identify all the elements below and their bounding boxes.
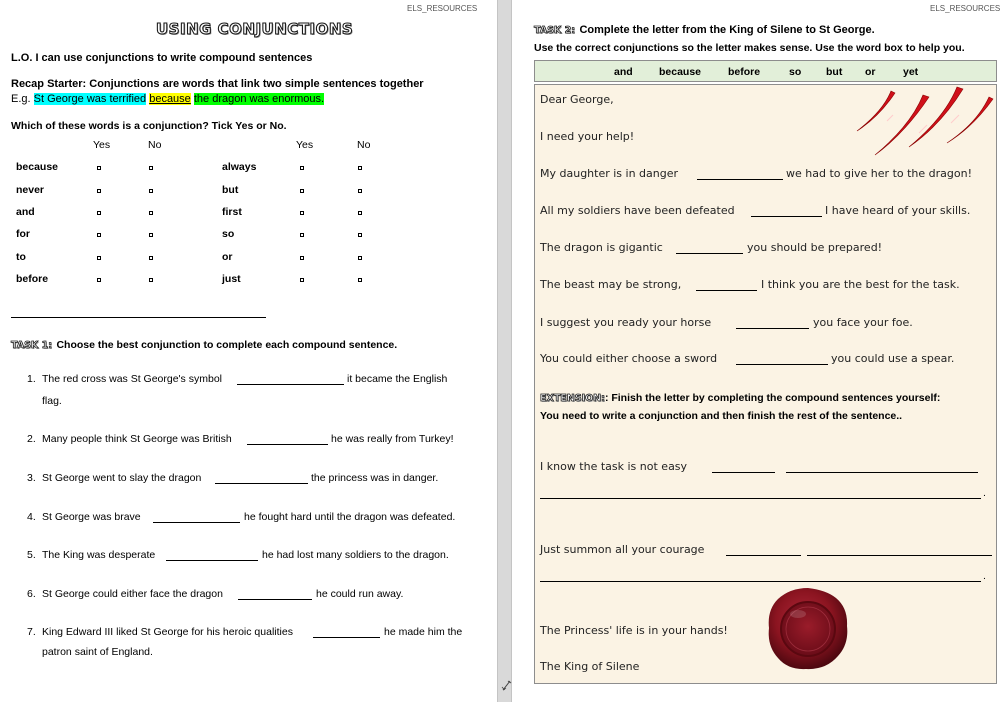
- sentence-number: 1.: [27, 373, 36, 385]
- sentence-end: he could run away.: [316, 588, 404, 600]
- task1-instruction: Choose the best conjunction to complete each compound sentence.: [56, 339, 398, 351]
- task2-instruction: Complete the letter from the King of Silene to St George.: [579, 24, 875, 36]
- yes-header-2: Yes: [296, 139, 314, 151]
- answer-blank[interactable]: [215, 483, 308, 484]
- word-box: [534, 60, 997, 82]
- checkbox-yes[interactable]: [97, 278, 101, 282]
- letter-greeting: Dear George,: [540, 93, 614, 106]
- extension-heading: [540, 388, 940, 406]
- sentence-start: King Edward III liked St George for his heroic qualities: [42, 626, 293, 638]
- sentence-number: 3.: [27, 472, 36, 484]
- letter-signature: The King of Silene: [540, 660, 640, 673]
- letter-line-end: you should be prepared!: [747, 241, 883, 254]
- answer-blank[interactable]: [751, 216, 822, 217]
- letter-line-end: we had to give her to the dragon!: [786, 167, 972, 180]
- no-header-2: No: [357, 139, 371, 151]
- example-prefix: E.g.: [11, 93, 31, 105]
- learning-objective: L.O. I can use conjunctions to write compound sentences: [11, 52, 313, 64]
- checkbox-yes[interactable]: [97, 189, 101, 193]
- checkbox-no[interactable]: [149, 211, 153, 215]
- answer-blank[interactable]: [676, 253, 743, 254]
- page-gutter: [497, 0, 512, 702]
- answer-blank[interactable]: [697, 179, 783, 180]
- word-box-item: because: [659, 66, 702, 78]
- answer-blank[interactable]: [238, 599, 312, 600]
- checkbox-no[interactable]: [149, 166, 153, 170]
- checkbox-yes[interactable]: [300, 256, 304, 260]
- checkbox-yes[interactable]: [97, 233, 101, 237]
- sentence-end: he made him the: [384, 626, 463, 638]
- full-stop: .: [983, 487, 986, 499]
- answer-blank[interactable]: [313, 637, 380, 638]
- word-box-item: and: [614, 66, 633, 78]
- task2-subinstruction: Use the correct conjunctions so the letter makes sense. Use the word box to help you.: [534, 42, 965, 54]
- letter-line-end: I think you are the best for the task.: [761, 278, 960, 291]
- no-header-1: No: [148, 139, 162, 151]
- word-before: before: [16, 273, 49, 285]
- word-box-item: so: [789, 66, 802, 78]
- answer-blank[interactable]: [807, 555, 992, 556]
- checkbox-yes[interactable]: [97, 211, 101, 215]
- sentence-end: the princess was in danger.: [311, 472, 439, 484]
- letter-line-start: I suggest you ready your horse: [540, 316, 712, 329]
- word-just: just: [222, 273, 241, 285]
- example-sentence: [11, 93, 324, 105]
- sentence-start: Many people think St George was British: [42, 433, 232, 445]
- letter-line-end: you face your foe.: [813, 316, 913, 329]
- sentence-number: 6.: [27, 588, 36, 600]
- letter-line-start: My daughter is in danger: [540, 167, 679, 180]
- checkbox-no[interactable]: [358, 278, 362, 282]
- task1-heading: [11, 335, 397, 353]
- sentence-number: 5.: [27, 549, 36, 561]
- word-box-item: yet: [903, 66, 919, 78]
- checkbox-no[interactable]: [149, 278, 153, 282]
- checkbox-yes[interactable]: [300, 189, 304, 193]
- checkbox-no[interactable]: [358, 189, 362, 193]
- extension-sentence-1: I know the task is not easy: [540, 460, 688, 473]
- answer-blank[interactable]: [726, 555, 801, 556]
- word-so: so: [222, 228, 235, 240]
- checkbox-yes[interactable]: [300, 278, 304, 282]
- checkbox-yes[interactable]: [300, 166, 304, 170]
- sentence-number: 2.: [27, 433, 36, 445]
- recap-starter: Recap Starter: Conjunctions are words that link two simple sentences together: [11, 78, 424, 90]
- answer-line[interactable]: [540, 498, 981, 499]
- task2-heading: [534, 20, 875, 38]
- answer-blank[interactable]: [696, 290, 757, 291]
- sentence-start: St George went to slay the dragon: [42, 472, 202, 484]
- extension-label: EXTENSION:: [540, 393, 605, 404]
- answer-blank[interactable]: [712, 472, 775, 473]
- divider-line: [11, 317, 266, 318]
- tick-question: Which of these words is a conjunction? Tick Yes or No.: [11, 120, 287, 132]
- checkbox-no[interactable]: [149, 256, 153, 260]
- checkbox-yes[interactable]: [300, 211, 304, 215]
- word-always: always: [222, 161, 257, 173]
- word-box-item: but: [826, 66, 843, 78]
- checkbox-no[interactable]: [358, 211, 362, 215]
- checkbox-yes[interactable]: [97, 166, 101, 170]
- letter-line-end: I have heard of your skills.: [825, 204, 971, 217]
- word-but: but: [222, 184, 239, 196]
- word-box-item: or: [865, 66, 876, 78]
- answer-blank[interactable]: [247, 444, 328, 445]
- sentence-end: he had lost many soldiers to the dragon.: [262, 549, 449, 561]
- word-to: to: [16, 251, 26, 263]
- checkbox-yes[interactable]: [300, 233, 304, 237]
- word-never: never: [16, 184, 45, 196]
- letter-line-end: you could use a spear.: [831, 352, 955, 365]
- sentence-continuation: patron saint of England.: [42, 646, 153, 658]
- checkbox-no[interactable]: [149, 233, 153, 237]
- letter-line-start: The dragon is gigantic: [540, 241, 663, 254]
- sentence-start: The King was desperate: [42, 549, 156, 561]
- checkbox-yes[interactable]: [97, 256, 101, 260]
- sentence-end: he was really from Turkey!: [331, 433, 454, 445]
- word-and: and: [16, 206, 35, 218]
- answer-blank[interactable]: [786, 472, 978, 473]
- example-clause-2: the dragon was enormous.: [193, 93, 325, 105]
- sentence-number: 7.: [27, 626, 36, 638]
- source-label: ELS_RESOURCES: [930, 4, 1001, 13]
- answer-blank[interactable]: [736, 328, 809, 329]
- answer-blank[interactable]: [166, 560, 258, 561]
- left-worksheet-page: [0, 0, 497, 702]
- extension-sentence-2: Just summon all your courage: [540, 543, 705, 556]
- letter-line-start: All my soldiers have been defeated: [540, 204, 735, 217]
- task2-label: TASK 2:: [534, 25, 576, 36]
- page-title: USING CONJUNCTIONS: [156, 20, 354, 38]
- claw-marks-icon: [853, 85, 995, 165]
- full-stop: .: [983, 570, 986, 582]
- extension-instruction: : Finish the letter by completing the compound sentences yourself:: [604, 392, 941, 404]
- answer-line[interactable]: [540, 581, 981, 582]
- source-label: ELS_RESOURCES: [407, 4, 478, 13]
- word-first: first: [222, 206, 242, 218]
- checkbox-no[interactable]: [358, 256, 362, 260]
- answer-blank[interactable]: [153, 522, 240, 523]
- sentence-end: it became the English: [347, 373, 448, 385]
- letter-line-start: You could either choose a sword: [540, 352, 718, 365]
- letter-line-start: The beast may be strong,: [540, 278, 682, 291]
- letter-help-line: I need your help!: [540, 130, 635, 143]
- letter-closing: The Princess' life is in your hands!: [540, 624, 728, 637]
- checkbox-no[interactable]: [358, 233, 362, 237]
- example-clause-1: St George was terrified: [33, 93, 147, 105]
- sentence-number: 4.: [27, 511, 36, 523]
- sentence-start: The red cross was St George's symbol: [42, 373, 222, 385]
- yes-header-1: Yes: [93, 139, 111, 151]
- word-box-item: before: [728, 66, 761, 78]
- sentence-end: he fought hard until the dragon was defeated.: [244, 511, 456, 523]
- wax-seal-icon: [766, 586, 850, 672]
- task1-label: TASK 1:: [11, 340, 53, 351]
- sentence-start: St George was brave: [42, 511, 141, 523]
- word-because: because: [16, 161, 59, 173]
- sentence-continuation: flag.: [42, 395, 62, 407]
- answer-blank[interactable]: [736, 364, 828, 365]
- word-or: or: [222, 251, 233, 263]
- example-conjunction: because: [149, 93, 191, 105]
- extension-subinstruction: You need to write a conjunction and then finish the rest of the sentence..: [540, 410, 903, 422]
- word-for: for: [16, 228, 30, 240]
- sentence-start: St George could either face the dragon: [42, 588, 223, 600]
- checkbox-no[interactable]: [149, 189, 153, 193]
- checkbox-no[interactable]: [358, 166, 362, 170]
- answer-blank[interactable]: [237, 384, 344, 385]
- right-worksheet-page: [512, 0, 1007, 702]
